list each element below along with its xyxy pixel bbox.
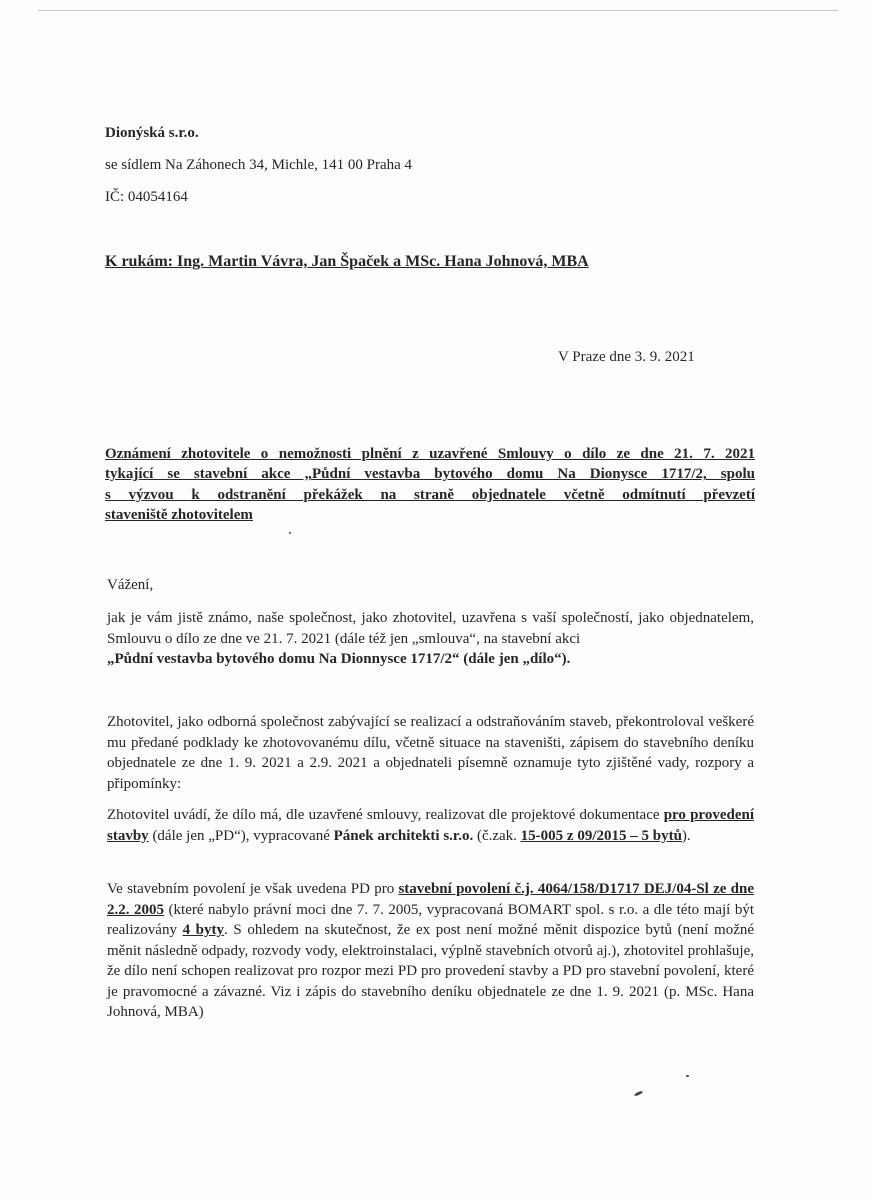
paragraph-4-text-c: . S ohledem na skutečnost, že ex post není možné měnit dispozice bytů (není možné měnit následně odpady, rozvody vody, elektroinstalaci, výplně stavebních otvorů aj.), zhotovitel prohlašuje, že dílo není schopen realizovat pro rozpor mezi PD pro provedení stavby a PD pro stavební povolení, které je pravomocné a závazné. Viz i zápis do stavebního deníku objednatele ze dne 1. 9. 2021 (p. MSc. Hana Johnová, MBA) (107, 922, 755, 1020)
paragraph-1-work-name: „Půdní vestavba bytového domu Na Dionnysce 1717/2“ (dále jen „dílo“). (107, 651, 571, 667)
recipient-address: se sídlem Na Záhonech 34, Michle, 141 00 Praha 4 (105, 157, 413, 173)
units-count: 4 byty (182, 922, 225, 938)
paragraph-1-text: jak je vám jistě známo, naše společnost, jako zhotovitel, uzavřena s vaší společností, jako objednatelem, Smlouvu o dílo ze dne ve 21. 7. 2021 (dále též jen „smlouva“, na stavební akci (107, 610, 754, 647)
pd-reference: pro provedení stavby (107, 807, 754, 844)
paragraph-3-text-d: ). (681, 827, 691, 844)
subject-line-4: staveniště zhotovitelem (105, 507, 253, 524)
subject-heading (105, 444, 755, 526)
paragraph-3-text-b: (dále jen „PD“), vypracované (148, 827, 334, 844)
recipient-ico: IČ: 04054164 (105, 189, 188, 205)
scan-edge-line (38, 10, 838, 11)
paragraph-1 (107, 608, 754, 670)
place-date: V Praze dne 3. 9. 2021 (558, 349, 695, 365)
paragraph-3-text-a: Zhotovitel uvádí, že dílo má, dle uzavřené smlouvy, realizovat dle projektové dokumentace (107, 807, 664, 823)
contract-number: 15-005 z 09/2015 – 5 bytů (520, 827, 682, 844)
paragraph-4-text-b: (které nabylo právní moci dne 7. 7. 2005, vypracovaná BOMART spol. s r.o. a dle této mají být realizovány (107, 901, 754, 938)
paragraph-4-text-a: Ve stavebním povolení je však uvedena PD pro (107, 881, 399, 897)
subject-line-1: Oznámení zhotovitele o nemožnosti plnění z uzavřené Smlouvy o dílo ze dne 21. 7. 2021 (105, 446, 755, 462)
paragraph-3 (107, 805, 754, 846)
building-permit-reference: stavební povolení č.j. 4064/158/D1717 DEJ/04-Sl ze dne 2.2. 2005 (107, 881, 754, 918)
subject-line-3: s výzvou k odstranění překážek na straně objednatele včetně odmítnutí převzetí (105, 486, 755, 503)
subject-line-2: tykající se stavební akce „Půdní vestavba bytového domu Na Dionysce 1717/2, spolu (105, 466, 755, 483)
scan-speck (634, 1090, 643, 1097)
attention-line: K rukám: Ing. Martin Vávra, Jan Špaček a MSc. Hana Johnová, MBA (105, 253, 589, 270)
paragraph-2: Zhotovitel, jako odborná společnost zabývající se realizací a odstraňováním staveb, překontroloval veškeré mu předané podklady ke zhotovovanému dílu, včetně situace na staveništi, zápisem do stavebního deníku objednatele ze dne 1. 9. 2021 a 2.9. 2021 a objednateli písemně oznamuje tyto zjištěné vady, rozpory a připomínky: (107, 714, 754, 792)
scan-speck (289, 532, 291, 534)
paragraph-3-text-c: (č.zak. (473, 827, 521, 844)
salutation: Vážení, (107, 577, 154, 593)
scan-speck (686, 1075, 689, 1077)
architect-name: Pánek architekti s.r.o. (333, 827, 474, 844)
recipient-company: Dionýská s.r.o. (105, 125, 199, 141)
paragraph-4 (107, 879, 754, 1023)
